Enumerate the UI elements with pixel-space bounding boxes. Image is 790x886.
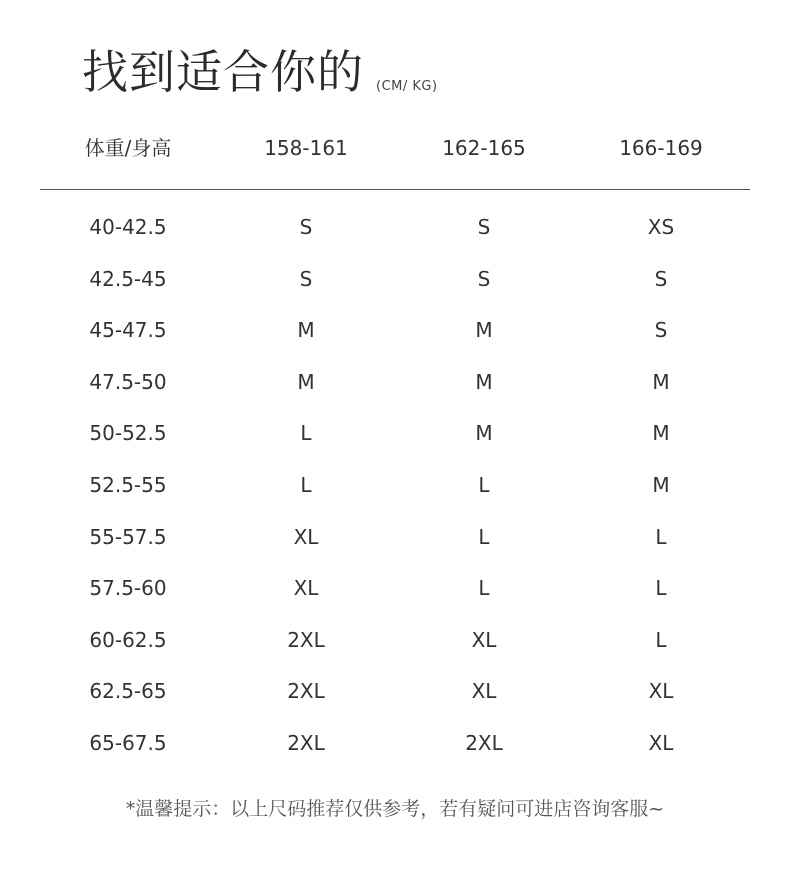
size-cell: S: [477, 266, 491, 291]
table-row: [40, 412, 750, 464]
table-row: [40, 361, 750, 413]
size-cell: S: [299, 266, 313, 291]
size-cell: M: [475, 318, 493, 343]
size-cell: L: [655, 627, 667, 652]
weight-range-cell: 47.5-50: [89, 369, 167, 394]
unit-label: (CM/ KG): [376, 79, 438, 94]
table-row: [40, 722, 750, 774]
weight-range-cell: 55-57.5: [89, 524, 167, 549]
table-row: [40, 206, 750, 258]
size-cell: 2XL: [287, 730, 325, 755]
size-cell: L: [300, 421, 312, 446]
table-row: [40, 516, 750, 568]
size-cell: XS: [647, 215, 675, 239]
size-cell: L: [655, 524, 667, 549]
weight-range-cell: 60-62.5: [89, 627, 167, 652]
weight-range-cell: 57.5-60: [89, 576, 167, 601]
size-cell: XL: [471, 627, 497, 652]
weight-range-cell: 65-67.5: [89, 730, 167, 755]
table-row: [40, 619, 750, 671]
weight-range-cell: 50-52.5: [89, 421, 167, 446]
footnote: *温馨提示：以上尺码推荐仅供参考，若有疑问可进店咨询客服~: [125, 798, 665, 820]
weight-range-cell: 52.5-55: [89, 472, 167, 497]
weight-range-cell: 45-47.5: [89, 318, 167, 343]
size-cell: 2XL: [287, 627, 325, 652]
size-cell: M: [297, 318, 315, 343]
size-cell: 2XL: [287, 679, 325, 704]
size-cell: XL: [648, 679, 674, 704]
table-row: [40, 309, 750, 361]
size-cell: L: [478, 524, 490, 549]
table-row: [40, 464, 750, 516]
header-height-162-165: 162-165: [442, 136, 526, 160]
weight-range-cell: 42.5-45: [89, 266, 167, 291]
size-cell: XL: [648, 730, 674, 755]
size-cell: M: [475, 421, 493, 446]
table-divider: [40, 189, 750, 190]
size-cell: S: [477, 215, 491, 239]
size-cell: XL: [293, 524, 319, 549]
size-cell: XL: [471, 679, 497, 704]
size-cell: L: [655, 576, 667, 601]
size-cell: XL: [293, 576, 319, 601]
size-cell: M: [652, 421, 670, 446]
weight-range-cell: 62.5-65: [89, 679, 167, 704]
header-height-158-161: 158-161: [264, 136, 348, 160]
size-cell: S: [654, 318, 668, 343]
size-cell: M: [652, 472, 670, 497]
header-weight-height: 体重/身高: [84, 136, 172, 160]
size-cell: L: [478, 472, 490, 497]
table-row: [40, 567, 750, 619]
size-cell: L: [478, 576, 490, 601]
size-table-body: [40, 206, 750, 774]
table-row: [40, 670, 750, 722]
table-header: [40, 130, 750, 166]
table-row: [40, 258, 750, 310]
size-cell: S: [299, 215, 313, 239]
size-cell: S: [654, 266, 668, 291]
size-cell: M: [652, 369, 670, 394]
size-cell: M: [475, 369, 493, 394]
size-cell: M: [297, 369, 315, 394]
size-cell: 2XL: [465, 730, 503, 755]
size-cell: L: [300, 472, 312, 497]
page-title: 找到适合你的: [82, 45, 364, 99]
header-height-166-169: 166-169: [619, 136, 703, 160]
weight-range-cell: 40-42.5: [89, 215, 167, 239]
